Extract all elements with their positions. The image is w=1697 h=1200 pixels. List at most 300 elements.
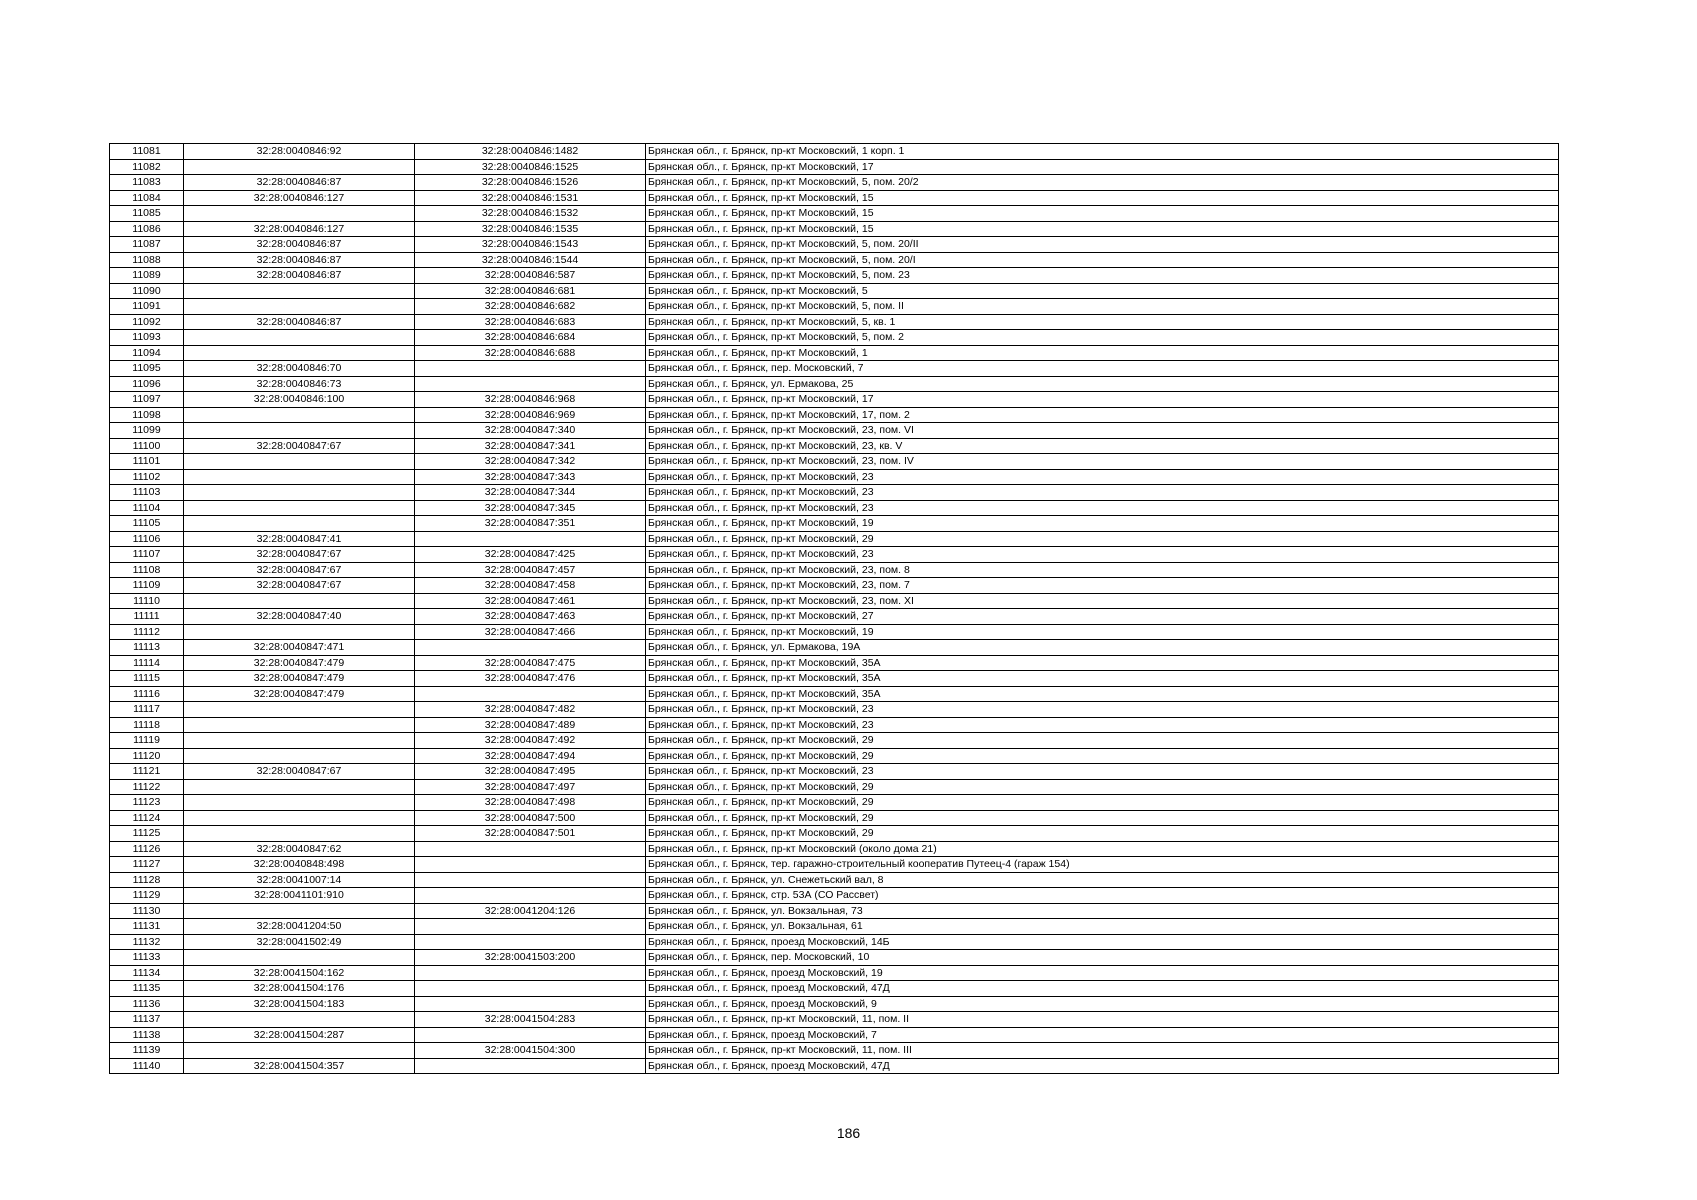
object-cadastral-cell: 32:28:0040847:492 (415, 733, 646, 749)
table-row (110, 826, 1559, 842)
row-number-cell: 11100 (110, 438, 184, 454)
parent-cadastral-cell: 32:28:0040846:87 (184, 268, 415, 284)
parent-cadastral-cell: 32:28:0040847:479 (184, 671, 415, 687)
row-number-cell: 11118 (110, 717, 184, 733)
address-cell: Брянская обл., г. Брянск, пр-кт Московский, 29 (646, 810, 1559, 826)
table-row (110, 981, 1559, 997)
row-number-cell: 11089 (110, 268, 184, 284)
address-cell: Брянская обл., г. Брянск, пр-кт Московский, 23 (646, 500, 1559, 516)
row-number-cell: 11094 (110, 345, 184, 361)
address-cell: Брянская обл., г. Брянск, пр-кт Московский, 29 (646, 826, 1559, 842)
table-row (110, 330, 1559, 346)
parent-cadastral-cell (184, 903, 415, 919)
address-cell: Брянская обл., г. Брянск, проезд Московский, 7 (646, 1027, 1559, 1043)
parent-cadastral-cell (184, 950, 415, 966)
row-number-cell: 11131 (110, 919, 184, 935)
row-number-cell: 11140 (110, 1058, 184, 1074)
parent-cadastral-cell (184, 500, 415, 516)
parent-cadastral-cell: 32:28:0040846:92 (184, 144, 415, 160)
object-cadastral-cell: 32:28:0041504:300 (415, 1043, 646, 1059)
row-number-cell: 11113 (110, 640, 184, 656)
parent-cadastral-cell: 32:28:0040846:87 (184, 252, 415, 268)
object-cadastral-cell (415, 841, 646, 857)
object-cadastral-cell: 32:28:0040847:461 (415, 593, 646, 609)
parent-cadastral-cell: 32:28:0041504:357 (184, 1058, 415, 1074)
parent-cadastral-cell: 32:28:0040846:87 (184, 175, 415, 191)
table-row (110, 888, 1559, 904)
object-cadastral-cell: 32:28:0040847:457 (415, 562, 646, 578)
object-cadastral-cell: 32:28:0040847:475 (415, 655, 646, 671)
address-cell: Брянская обл., г. Брянск, проезд Московский, 47Д (646, 981, 1559, 997)
address-cell: Брянская обл., г. Брянск, тер. гаражно-строительный кооператив Путеец-4 (гараж 154) (646, 857, 1559, 873)
parent-cadastral-cell: 32:28:0041504:287 (184, 1027, 415, 1043)
parent-cadastral-cell (184, 485, 415, 501)
row-number-cell: 11134 (110, 965, 184, 981)
object-cadastral-cell: 32:28:0040846:681 (415, 283, 646, 299)
address-cell: Брянская обл., г. Брянск, пр-кт Московский, 5, пом. II (646, 299, 1559, 315)
parent-cadastral-cell (184, 206, 415, 222)
object-cadastral-cell (415, 934, 646, 950)
address-cell: Брянская обл., г. Брянск, пр-кт Московский, 5, пом. 2 (646, 330, 1559, 346)
row-number-cell: 11120 (110, 748, 184, 764)
row-number-cell: 11136 (110, 996, 184, 1012)
table-row (110, 872, 1559, 888)
parent-cadastral-cell: 32:28:0040846:70 (184, 361, 415, 377)
object-cadastral-cell: 32:28:0040846:1543 (415, 237, 646, 253)
table-row (110, 376, 1559, 392)
table-row (110, 764, 1559, 780)
table-row (110, 299, 1559, 315)
address-cell: Брянская обл., г. Брянск, пр-кт Московский, 17 (646, 159, 1559, 175)
parent-cadastral-cell (184, 516, 415, 532)
row-number-cell: 11106 (110, 531, 184, 547)
table-row (110, 733, 1559, 749)
table-row (110, 1058, 1559, 1074)
parent-cadastral-cell: 32:28:0040847:471 (184, 640, 415, 656)
table-row (110, 237, 1559, 253)
object-cadastral-cell: 32:28:0040846:682 (415, 299, 646, 315)
object-cadastral-cell (415, 1027, 646, 1043)
row-number-cell: 11112 (110, 624, 184, 640)
address-cell: Брянская обл., г. Брянск, пр-кт Московский, 23, пом. 8 (646, 562, 1559, 578)
row-number-cell: 11101 (110, 454, 184, 470)
row-number-cell: 11082 (110, 159, 184, 175)
table-row (110, 857, 1559, 873)
row-number-cell: 11108 (110, 562, 184, 578)
table-row (110, 841, 1559, 857)
table-row (110, 593, 1559, 609)
row-number-cell: 11123 (110, 795, 184, 811)
object-cadastral-cell (415, 996, 646, 1012)
row-number-cell: 11130 (110, 903, 184, 919)
object-cadastral-cell (415, 686, 646, 702)
row-number-cell: 11099 (110, 423, 184, 439)
object-cadastral-cell: 32:28:0040847:498 (415, 795, 646, 811)
address-cell: Брянская обл., г. Брянск, пр-кт Московский, 15 (646, 206, 1559, 222)
table-row (110, 438, 1559, 454)
table-row (110, 686, 1559, 702)
address-cell: Брянская обл., г. Брянск, пр-кт Московский, 23 (646, 702, 1559, 718)
parent-cadastral-cell: 32:28:0040847:67 (184, 764, 415, 780)
address-cell: Брянская обл., г. Брянск, проезд Московский, 47Д (646, 1058, 1559, 1074)
object-cadastral-cell: 32:28:0040846:1532 (415, 206, 646, 222)
address-cell: Брянская обл., г. Брянск, пр-кт Московский, 23, пом. XI (646, 593, 1559, 609)
object-cadastral-cell: 32:28:0040846:1482 (415, 144, 646, 160)
address-cell: Брянская обл., г. Брянск, ул. Вокзальная, 61 (646, 919, 1559, 935)
row-number-cell: 11095 (110, 361, 184, 377)
address-cell: Брянская обл., г. Брянск, пр-кт Московский, 5, пом. 20/2 (646, 175, 1559, 191)
row-number-cell: 11097 (110, 392, 184, 408)
object-cadastral-cell: 32:28:0040847:458 (415, 578, 646, 594)
parent-cadastral-cell: 32:28:0040847:479 (184, 655, 415, 671)
row-number-cell: 11104 (110, 500, 184, 516)
table-row (110, 717, 1559, 733)
row-number-cell: 11116 (110, 686, 184, 702)
address-cell: Брянская обл., г. Брянск, пер. Московский, 7 (646, 361, 1559, 377)
address-cell: Брянская обл., г. Брянск, ул. Ермакова, 25 (646, 376, 1559, 392)
parent-cadastral-cell (184, 702, 415, 718)
object-cadastral-cell: 32:28:0040847:343 (415, 469, 646, 485)
object-cadastral-cell (415, 640, 646, 656)
address-cell: Брянская обл., г. Брянск, пр-кт Московский, 23 (646, 717, 1559, 733)
parent-cadastral-cell: 32:28:0040846:73 (184, 376, 415, 392)
parent-cadastral-cell (184, 454, 415, 470)
address-cell: Брянская обл., г. Брянск, пр-кт Московский, 29 (646, 748, 1559, 764)
object-cadastral-cell: 32:28:0041504:283 (415, 1012, 646, 1028)
parent-cadastral-cell: 32:28:0040846:100 (184, 392, 415, 408)
address-cell: Брянская обл., г. Брянск, пр-кт Московский, 23, пом. VI (646, 423, 1559, 439)
table-row (110, 640, 1559, 656)
parent-cadastral-cell (184, 407, 415, 423)
table-row (110, 268, 1559, 284)
object-cadastral-cell (415, 872, 646, 888)
row-number-cell: 11084 (110, 190, 184, 206)
table-row (110, 810, 1559, 826)
object-cadastral-cell: 32:28:0040846:684 (415, 330, 646, 346)
address-cell: Брянская обл., г. Брянск, стр. 53А (СО Рассвет) (646, 888, 1559, 904)
row-number-cell: 11105 (110, 516, 184, 532)
address-cell: Брянская обл., г. Брянск, пр-кт Московский, 27 (646, 609, 1559, 625)
address-cell: Брянская обл., г. Брянск, пр-кт Московский, 23 (646, 547, 1559, 563)
parent-cadastral-cell (184, 330, 415, 346)
object-cadastral-cell: 32:28:0040847:495 (415, 764, 646, 780)
parent-cadastral-cell (184, 345, 415, 361)
parent-cadastral-cell: 32:28:0040847:67 (184, 578, 415, 594)
address-cell: Брянская обл., г. Брянск, пр-кт Московский, 17, пом. 2 (646, 407, 1559, 423)
row-number-cell: 11092 (110, 314, 184, 330)
parent-cadastral-cell: 32:28:0040848:498 (184, 857, 415, 873)
address-cell: Брянская обл., г. Брянск, пр-кт Московский (около дома 21) (646, 841, 1559, 857)
parent-cadastral-cell (184, 795, 415, 811)
object-cadastral-cell: 32:28:0040847:425 (415, 547, 646, 563)
table-row (110, 671, 1559, 687)
table-row (110, 500, 1559, 516)
table-row (110, 190, 1559, 206)
address-cell: Брянская обл., г. Брянск, пр-кт Московский, 23 (646, 469, 1559, 485)
address-cell: Брянская обл., г. Брянск, пр-кт Московский, 5, пом. 23 (646, 268, 1559, 284)
table-row (110, 578, 1559, 594)
parent-cadastral-cell: 32:28:0040847:67 (184, 438, 415, 454)
parent-cadastral-cell: 32:28:0041504:176 (184, 981, 415, 997)
address-cell: Брянская обл., г. Брянск, пр-кт Московский, 35А (646, 655, 1559, 671)
address-cell: Брянская обл., г. Брянск, проезд Московский, 19 (646, 965, 1559, 981)
object-cadastral-cell: 32:28:0040846:968 (415, 392, 646, 408)
object-cadastral-cell: 32:28:0040847:340 (415, 423, 646, 439)
table-row (110, 144, 1559, 160)
parent-cadastral-cell (184, 733, 415, 749)
row-number-cell: 11093 (110, 330, 184, 346)
parent-cadastral-cell (184, 593, 415, 609)
row-number-cell: 11086 (110, 221, 184, 237)
parent-cadastral-cell: 32:28:0040847:40 (184, 609, 415, 625)
parent-cadastral-cell: 32:28:0040846:87 (184, 237, 415, 253)
address-cell: Брянская обл., г. Брянск, пр-кт Московский, 11, пом. III (646, 1043, 1559, 1059)
table-row (110, 1012, 1559, 1028)
parent-cadastral-cell: 32:28:0041007:14 (184, 872, 415, 888)
object-cadastral-cell: 32:28:0040846:1531 (415, 190, 646, 206)
object-cadastral-cell: 32:28:0040847:482 (415, 702, 646, 718)
row-number-cell: 11103 (110, 485, 184, 501)
parent-cadastral-cell: 32:28:0040847:67 (184, 562, 415, 578)
table-row (110, 655, 1559, 671)
row-number-cell: 11088 (110, 252, 184, 268)
object-cadastral-cell: 32:28:0040847:476 (415, 671, 646, 687)
object-cadastral-cell: 32:28:0040847:341 (415, 438, 646, 454)
address-cell: Брянская обл., г. Брянск, пр-кт Московский, 11, пом. II (646, 1012, 1559, 1028)
address-cell: Брянская обл., г. Брянск, пр-кт Московский, 1 (646, 345, 1559, 361)
object-cadastral-cell: 32:28:0040847:497 (415, 779, 646, 795)
address-cell: Брянская обл., г. Брянск, пр-кт Московский, 5, кв. 1 (646, 314, 1559, 330)
table-row (110, 624, 1559, 640)
address-cell: Брянская обл., г. Брянск, пр-кт Московский, 15 (646, 190, 1559, 206)
row-number-cell: 11110 (110, 593, 184, 609)
address-cell: Брянская обл., г. Брянск, пр-кт Московский, 17 (646, 392, 1559, 408)
table-row (110, 206, 1559, 222)
cadastral-table (109, 143, 1559, 1074)
row-number-cell: 11085 (110, 206, 184, 222)
object-cadastral-cell (415, 888, 646, 904)
address-cell: Брянская обл., г. Брянск, пр-кт Московский, 29 (646, 733, 1559, 749)
object-cadastral-cell: 32:28:0040846:969 (415, 407, 646, 423)
address-cell: Брянская обл., г. Брянск, проезд Московский, 9 (646, 996, 1559, 1012)
object-cadastral-cell: 32:28:0040846:1525 (415, 159, 646, 175)
row-number-cell: 11096 (110, 376, 184, 392)
table-row (110, 934, 1559, 950)
parent-cadastral-cell (184, 624, 415, 640)
row-number-cell: 11129 (110, 888, 184, 904)
object-cadastral-cell (415, 361, 646, 377)
address-cell: Брянская обл., г. Брянск, пр-кт Московский, 19 (646, 516, 1559, 532)
table-row (110, 609, 1559, 625)
object-cadastral-cell: 32:28:0040847:500 (415, 810, 646, 826)
table-row (110, 562, 1559, 578)
address-cell: Брянская обл., г. Брянск, пр-кт Московский, 5, пом. 20/II (646, 237, 1559, 253)
row-number-cell: 11121 (110, 764, 184, 780)
object-cadastral-cell: 32:28:0040847:494 (415, 748, 646, 764)
address-cell: Брянская обл., г. Брянск, пр-кт Московский, 29 (646, 779, 1559, 795)
parent-cadastral-cell: 32:28:0040847:41 (184, 531, 415, 547)
object-cadastral-cell: 32:28:0041503:200 (415, 950, 646, 966)
row-number-cell: 11091 (110, 299, 184, 315)
object-cadastral-cell: 32:28:0040847:501 (415, 826, 646, 842)
parent-cadastral-cell: 32:28:0041101:910 (184, 888, 415, 904)
address-cell: Брянская обл., г. Брянск, пр-кт Московский, 29 (646, 795, 1559, 811)
page-number: 186 (836, 1125, 861, 1141)
row-number-cell: 11122 (110, 779, 184, 795)
object-cadastral-cell (415, 919, 646, 935)
parent-cadastral-cell: 32:28:0040847:67 (184, 547, 415, 563)
table-row (110, 1027, 1559, 1043)
object-cadastral-cell: 32:28:0040846:1526 (415, 175, 646, 191)
table-row (110, 252, 1559, 268)
table-row (110, 407, 1559, 423)
object-cadastral-cell: 32:28:0040847:466 (415, 624, 646, 640)
address-cell: Брянская обл., г. Брянск, пр-кт Московский, 15 (646, 221, 1559, 237)
table-body (110, 144, 1559, 1074)
row-number-cell: 11111 (110, 609, 184, 625)
parent-cadastral-cell: 32:28:0041502:49 (184, 934, 415, 950)
object-cadastral-cell (415, 531, 646, 547)
table-row (110, 392, 1559, 408)
table-row (110, 748, 1559, 764)
table-row (110, 469, 1559, 485)
parent-cadastral-cell (184, 810, 415, 826)
table-row (110, 950, 1559, 966)
address-cell: Брянская обл., г. Брянск, пр-кт Московский, 5 (646, 283, 1559, 299)
table-row (110, 531, 1559, 547)
object-cadastral-cell: 32:28:0040847:463 (415, 609, 646, 625)
row-number-cell: 11132 (110, 934, 184, 950)
row-number-cell: 11098 (110, 407, 184, 423)
row-number-cell: 11083 (110, 175, 184, 191)
row-number-cell: 11119 (110, 733, 184, 749)
row-number-cell: 11081 (110, 144, 184, 160)
table-row (110, 965, 1559, 981)
parent-cadastral-cell (184, 283, 415, 299)
table-row (110, 795, 1559, 811)
address-cell: Брянская обл., г. Брянск, пр-кт Московский, 29 (646, 531, 1559, 547)
parent-cadastral-cell: 32:28:0041204:50 (184, 919, 415, 935)
row-number-cell: 11102 (110, 469, 184, 485)
object-cadastral-cell (415, 965, 646, 981)
address-cell: Брянская обл., г. Брянск, пр-кт Московский, 35А (646, 671, 1559, 687)
object-cadastral-cell: 32:28:0040847:489 (415, 717, 646, 733)
object-cadastral-cell: 32:28:0041204:126 (415, 903, 646, 919)
address-cell: Брянская обл., г. Брянск, ул. Вокзальная, 73 (646, 903, 1559, 919)
table-row (110, 159, 1559, 175)
parent-cadastral-cell (184, 1043, 415, 1059)
row-number-cell: 11125 (110, 826, 184, 842)
object-cadastral-cell: 32:28:0040846:1544 (415, 252, 646, 268)
row-number-cell: 11128 (110, 872, 184, 888)
object-cadastral-cell: 32:28:0040846:683 (415, 314, 646, 330)
row-number-cell: 11139 (110, 1043, 184, 1059)
table-row (110, 919, 1559, 935)
object-cadastral-cell (415, 981, 646, 997)
parent-cadastral-cell (184, 826, 415, 842)
table-row (110, 779, 1559, 795)
table-row (110, 547, 1559, 563)
table-row (110, 345, 1559, 361)
row-number-cell: 11135 (110, 981, 184, 997)
row-number-cell: 11090 (110, 283, 184, 299)
parent-cadastral-cell (184, 1012, 415, 1028)
table-row (110, 702, 1559, 718)
table-row (110, 221, 1559, 237)
address-cell: Брянская обл., г. Брянск, пр-кт Московский, 5, пом. 20/I (646, 252, 1559, 268)
address-cell: Брянская обл., г. Брянск, проезд Московский, 14Б (646, 934, 1559, 950)
parent-cadastral-cell (184, 299, 415, 315)
address-cell: Брянская обл., г. Брянск, пр-кт Московский, 19 (646, 624, 1559, 640)
table-row (110, 361, 1559, 377)
object-cadastral-cell: 32:28:0040847:342 (415, 454, 646, 470)
address-cell: Брянская обл., г. Брянск, пр-кт Московский, 23 (646, 764, 1559, 780)
object-cadastral-cell (415, 1058, 646, 1074)
row-number-cell: 11087 (110, 237, 184, 253)
table-row (110, 283, 1559, 299)
parent-cadastral-cell (184, 423, 415, 439)
parent-cadastral-cell: 32:28:0040846:127 (184, 190, 415, 206)
parent-cadastral-cell (184, 748, 415, 764)
address-cell: Брянская обл., г. Брянск, ул. Ермакова, 19А (646, 640, 1559, 656)
address-cell: Брянская обл., г. Брянск, пр-кт Московский, 23, кв. V (646, 438, 1559, 454)
parent-cadastral-cell: 32:28:0041504:183 (184, 996, 415, 1012)
table-row (110, 485, 1559, 501)
object-cadastral-cell: 32:28:0040847:351 (415, 516, 646, 532)
table-row (110, 516, 1559, 532)
row-number-cell: 11114 (110, 655, 184, 671)
table-row (110, 314, 1559, 330)
address-cell: Брянская обл., г. Брянск, пр-кт Московский, 23, пом. 7 (646, 578, 1559, 594)
address-cell: Брянская обл., г. Брянск, ул. Снежетьский вал, 8 (646, 872, 1559, 888)
object-cadastral-cell: 32:28:0040847:345 (415, 500, 646, 516)
row-number-cell: 11138 (110, 1027, 184, 1043)
parent-cadastral-cell (184, 469, 415, 485)
parent-cadastral-cell: 32:28:0040847:62 (184, 841, 415, 857)
parent-cadastral-cell: 32:28:0040846:87 (184, 314, 415, 330)
row-number-cell: 11124 (110, 810, 184, 826)
table-row (110, 454, 1559, 470)
parent-cadastral-cell: 32:28:0040847:479 (184, 686, 415, 702)
address-cell: Брянская обл., г. Брянск, пр-кт Московский, 35А (646, 686, 1559, 702)
address-cell: Брянская обл., г. Брянск, пр-кт Московский, 23 (646, 485, 1559, 501)
parent-cadastral-cell (184, 717, 415, 733)
row-number-cell: 11117 (110, 702, 184, 718)
row-number-cell: 11126 (110, 841, 184, 857)
object-cadastral-cell (415, 376, 646, 392)
parent-cadastral-cell (184, 779, 415, 795)
row-number-cell: 11137 (110, 1012, 184, 1028)
table-row (110, 1043, 1559, 1059)
parent-cadastral-cell: 32:28:0041504:162 (184, 965, 415, 981)
table-row (110, 996, 1559, 1012)
row-number-cell: 11109 (110, 578, 184, 594)
object-cadastral-cell: 32:28:0040846:587 (415, 268, 646, 284)
object-cadastral-cell (415, 857, 646, 873)
parent-cadastral-cell: 32:28:0040846:127 (184, 221, 415, 237)
address-cell: Брянская обл., г. Брянск, пр-кт Московский, 23, пом. IV (646, 454, 1559, 470)
address-cell: Брянская обл., г. Брянск, пер. Московский, 10 (646, 950, 1559, 966)
object-cadastral-cell: 32:28:0040846:688 (415, 345, 646, 361)
table-row (110, 903, 1559, 919)
table-row (110, 423, 1559, 439)
parent-cadastral-cell (184, 159, 415, 175)
row-number-cell: 11127 (110, 857, 184, 873)
row-number-cell: 11115 (110, 671, 184, 687)
address-cell: Брянская обл., г. Брянск, пр-кт Московский, 1 корп. 1 (646, 144, 1559, 160)
table-row (110, 175, 1559, 191)
row-number-cell: 11133 (110, 950, 184, 966)
